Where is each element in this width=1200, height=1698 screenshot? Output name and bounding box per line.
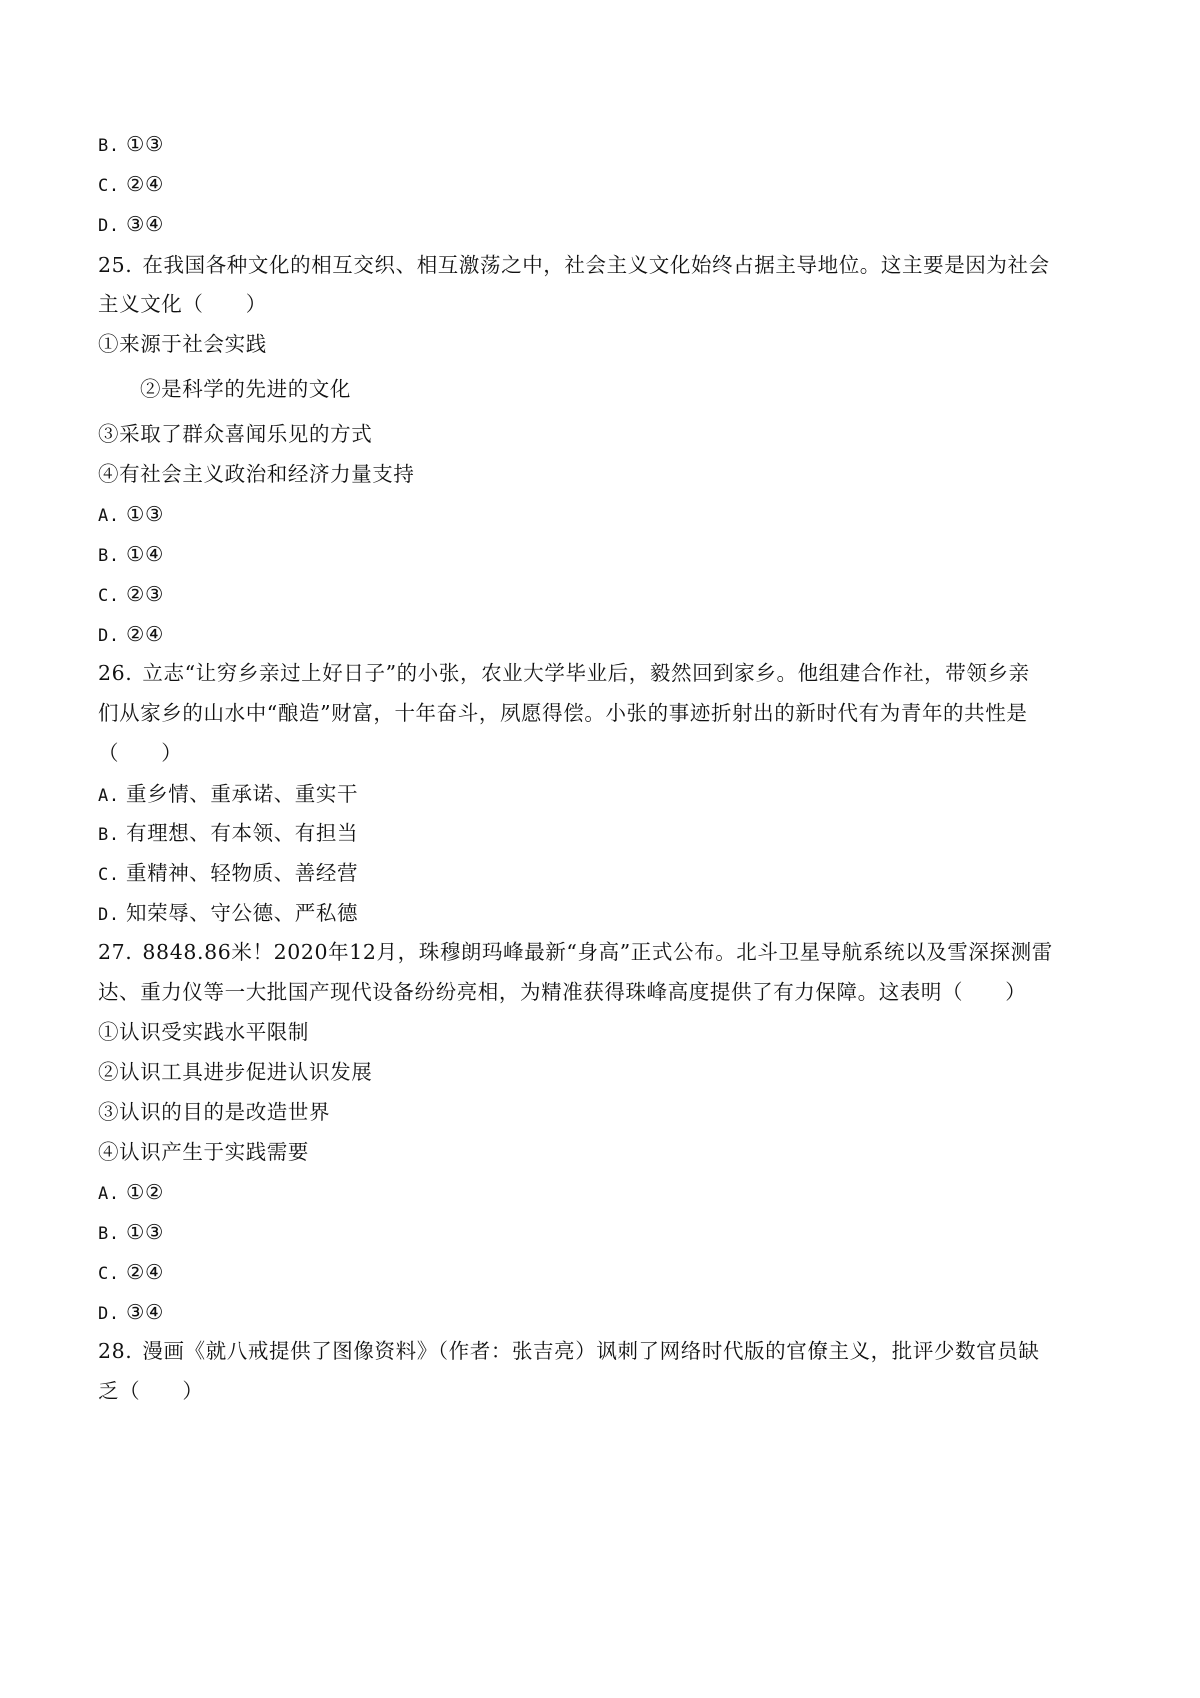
option-letter: C. — [98, 865, 120, 885]
option-text: ①③ — [126, 502, 164, 526]
option-text: ②④ — [126, 1260, 164, 1284]
option-text: 有理想、有本领、有担当 — [126, 821, 359, 845]
q28-stem-line1 — [98, 1338, 1039, 1364]
q27-item-4: ④认识产生于实践需要 — [98, 1140, 309, 1164]
question-stem: （ ） — [98, 741, 183, 765]
question-number: 28. — [98, 1339, 133, 1363]
q25-option-a — [98, 501, 164, 529]
q26-stem-line2 — [98, 700, 1027, 726]
q26-option-d — [98, 900, 358, 928]
option-letter: B. — [98, 825, 120, 845]
option-letter: D. — [98, 216, 120, 236]
q26-option-c — [98, 860, 358, 888]
option-text: ②④ — [126, 622, 164, 646]
q27-item-3: ③认识的目的是改造世界 — [98, 1100, 331, 1124]
option-text: ②④ — [126, 172, 164, 196]
q27-item-1: ①认识受实践水平限制 — [98, 1020, 309, 1044]
option-letter: A. — [98, 506, 120, 526]
q25-option-b — [98, 541, 164, 569]
option-letter: C. — [98, 586, 120, 606]
option-text: ③④ — [126, 1300, 164, 1324]
q25-option-c — [98, 581, 164, 609]
option-letter: D. — [98, 905, 120, 925]
prev-option-b — [98, 131, 164, 159]
q27-stem-line2 — [98, 979, 1026, 1005]
q27-stem-line1 — [98, 939, 1053, 965]
option-letter: D. — [98, 1304, 120, 1324]
option-text: 重精神、轻物质、善经营 — [126, 861, 359, 885]
question-number: 25. — [98, 253, 133, 277]
q26-option-a — [98, 781, 358, 809]
option-letter: D. — [98, 626, 120, 646]
q28-stem-line2 — [98, 1378, 204, 1404]
q26-stem-line1 — [98, 660, 1030, 686]
q27-option-d — [98, 1299, 164, 1327]
option-letter: B. — [98, 136, 120, 156]
question-stem: 8848.86米！2020年12月，珠穆朗玛峰最新“身高”正式公布。北斗卫星导航系统以及雪深探测雷 — [142, 940, 1053, 964]
option-text: ③④ — [126, 212, 164, 236]
option-text: ②③ — [126, 582, 164, 606]
option-text: 知荣辱、守公德、严私德 — [126, 901, 359, 925]
option-text: ①③ — [126, 132, 164, 156]
q27-option-b — [98, 1219, 164, 1247]
question-stem: 乏（ ） — [98, 1379, 204, 1403]
option-text: ①② — [126, 1180, 164, 1204]
q25-item-1: ①来源于社会实践 — [98, 332, 267, 356]
option-text: 重乡情、重承诺、重实干 — [126, 782, 359, 806]
q27-item-2: ②认识工具进步促进认识发展 — [98, 1060, 373, 1084]
question-stem: 立志“让穷乡亲过上好日子”的小张，农业大学毕业后，毅然回到家乡。他组建合作社，带领乡亲 — [142, 661, 1030, 685]
q27-option-a — [98, 1179, 164, 1207]
q25-stem-line1 — [98, 252, 1050, 278]
question-stem: 漫画《就八戒提供了图像资料》（作者：张吉亮）讽刺了网络时代版的官僚主义，批评少数官员缺 — [142, 1339, 1040, 1363]
question-stem: 主义文化（ ） — [98, 292, 267, 316]
option-letter: B. — [98, 546, 120, 566]
question-stem: 们从家乡的山水中“酿造”财富，十年奋斗，夙愿得偿。小张的事迹折射出的新时代有为青年的共性是 — [98, 701, 1028, 725]
question-stem: 在我国各种文化的相互交织、相互激荡之中，社会主义文化始终占据主导地位。这主要是因为社会 — [142, 253, 1050, 277]
option-text: ①③ — [126, 1220, 164, 1244]
prev-option-d — [98, 211, 164, 239]
q25-stem-line2 — [98, 291, 267, 317]
question-number: 27. — [98, 940, 133, 964]
q25-item-2: ②是科学的先进的文化 — [140, 377, 351, 401]
q25-option-d — [98, 621, 164, 649]
prev-option-c — [98, 171, 164, 199]
q25-item-4: ④有社会主义政治和经济力量支持 — [98, 462, 415, 486]
option-letter: B. — [98, 1224, 120, 1244]
question-stem: 达、重力仪等一大批国产现代设备纷纷亮相，为精准获得珠峰高度提供了有力保障。这表明（ ） — [98, 980, 1027, 1004]
option-letter: C. — [98, 176, 120, 196]
q26-option-b — [98, 820, 358, 848]
q27-option-c — [98, 1259, 164, 1287]
q25-item-3: ③采取了群众喜闻乐见的方式 — [98, 422, 373, 446]
option-letter: A. — [98, 1184, 120, 1204]
option-letter: A. — [98, 786, 120, 806]
question-number: 26. — [98, 661, 133, 685]
option-text: ①④ — [126, 542, 164, 566]
q26-stem-line3 — [98, 740, 182, 766]
option-letter: C. — [98, 1264, 120, 1284]
